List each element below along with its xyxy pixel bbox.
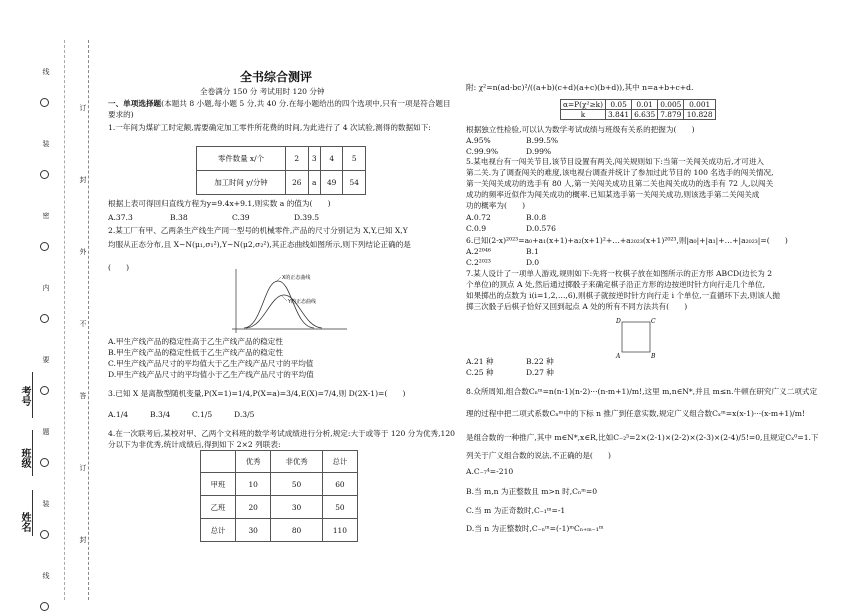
binding-label: 不 <box>79 320 87 327</box>
q1-option: A.37.3 <box>108 213 133 222</box>
vertex-b: B <box>651 353 656 360</box>
critical-value-cell: 3.841 <box>606 110 632 120</box>
binding-hole-icon <box>40 386 49 395</box>
critical-value-cell: 7.879 <box>658 110 684 120</box>
q3-options <box>108 409 308 420</box>
vertex-a: A <box>616 353 621 360</box>
q1-table-cell: 3 <box>308 147 320 171</box>
binding-label: 装 <box>42 140 50 147</box>
q1-table-cell: 49 <box>320 171 343 195</box>
chi-square-formula: 附: χ²=n(ad-bc)²/((a+b)(c+d)(a+c)(b+d)),其中 n=a+b+c+d. <box>466 83 694 92</box>
exam-number-field-label: 考号 <box>19 386 30 406</box>
q3-option: C.1/5 <box>192 410 213 419</box>
binding-line <box>88 40 89 600</box>
q3-option: B.3/4 <box>150 410 171 419</box>
q3-option: D.3/5 <box>234 410 255 419</box>
q7-text <box>466 268 780 312</box>
contingency-cell: 60 <box>322 473 357 496</box>
contingency-header: 优秀 <box>236 451 271 473</box>
q1-text: 1.一年间为煤矿工时定额,需要确定加工零件所花费的时间,为此进行了 4 次试验,测得的数据如下: <box>108 123 431 132</box>
q7-option: A.21 种 <box>466 357 494 366</box>
q1-table-cell: 26 <box>286 171 309 195</box>
critical-value-cell: 6.635 <box>632 110 658 120</box>
section-description: (本题共 8 小题,每小题 5 分,共 40 分.在每小题给出的四个选项中,只有一项是符合题目要求的) <box>108 99 451 119</box>
contingency-cell: 30 <box>271 496 323 519</box>
binding-label: 线 <box>42 68 50 75</box>
q7-line: 个单位)的顶点 A 处,然后通过掷骰子来确定棋子沿正方形的边按逆时针方向行走几个单位, <box>466 280 766 289</box>
binding-label: 外 <box>79 248 87 255</box>
q2-text-line2: 均服从正态分布,且 X~N(μ₁,σ₁²),Y~N(μ2,σ₂²),其正态曲线如图所示,则下列结论正确的是 <box>108 240 411 249</box>
q8-option-c: C.当 m 为正奇数时,C₋₁ᵐ=-1 <box>466 506 566 515</box>
q8-line4: 列关于广义组合数的说法,不正确的是( ) <box>466 451 612 460</box>
contingency-header: 非优秀 <box>271 451 323 473</box>
class-blank <box>32 430 33 476</box>
q1-table-cell: 4 <box>320 147 343 171</box>
fold-line <box>64 40 65 600</box>
q1-table <box>196 146 366 195</box>
q1-table-cell: 2 <box>286 147 309 171</box>
contingency-cell: 甲班 <box>201 473 236 496</box>
q8-option-a: A.C₋₇⁴=-210 <box>466 467 514 476</box>
q7-option: D.27 种 <box>526 368 554 377</box>
binding-hole-icon <box>40 314 49 323</box>
q1-option: D.39.5 <box>294 213 320 222</box>
q2-option-b: B.甲生产线产品的稳定性低于乙生产线产品的稳定性 <box>108 348 284 357</box>
binding-label: 题 <box>42 428 50 435</box>
exam-number-blank <box>32 372 33 418</box>
contingency-cell: 50 <box>271 473 323 496</box>
section-heading <box>108 98 458 120</box>
exam-title: 全书综合测评 <box>240 70 313 84</box>
class-field-label: 班级 <box>19 448 30 468</box>
q5-options <box>466 212 606 234</box>
q1-table-cell: a <box>308 171 320 195</box>
normal-curves-figure <box>222 265 352 337</box>
q5-option: C.0.9 <box>466 224 487 233</box>
name-blank <box>32 490 33 536</box>
q8-line2: 理的过程中把二项式系数Cₙᵐ中的下标 n 推广到任意实数,规定广义组合数Cₓᵐ=x(x-1)···(x-m+1)/m! <box>466 409 805 418</box>
q1-table-cell: 54 <box>343 171 366 195</box>
q5-line: 成功的频率近似作为闯关成功的概率.已知某选手第一关闯关成功,则该选手第二关闯关成 <box>466 190 760 199</box>
q4-option: B.99.5% <box>526 136 559 145</box>
vertex-c: C <box>651 318 656 325</box>
q6-option: D.0 <box>526 258 540 267</box>
binding-label: 密 <box>42 212 50 219</box>
contingency-cell: 乙班 <box>201 496 236 519</box>
q6-option: C.2²⁰²³ <box>466 258 491 267</box>
x-curve-label: X的正态曲线 <box>282 275 311 281</box>
q2-paren: ( ) <box>108 263 130 272</box>
binding-label: 内 <box>42 284 50 291</box>
binding-label: 装 <box>42 500 50 507</box>
q6-option: A.2²⁰⁴⁶ <box>466 247 491 256</box>
q3-text: 3.已知 X 是离散型随机变量,P(X=1)=1/4,P(X=a)=3/4,E(X)=7/4,则 D(2X-1)=( ) <box>108 389 406 398</box>
binding-hole-icon <box>40 458 49 467</box>
q7-option: B.22 种 <box>526 357 554 366</box>
critical-value-cell: 0.001 <box>684 100 716 110</box>
q6-options <box>466 246 606 268</box>
q2-option-a: A.甲生产线产品的稳定性高于乙生产线产品的稳定性 <box>108 337 283 346</box>
critical-value-table <box>560 99 716 120</box>
critical-value-cell: 0.005 <box>658 100 684 110</box>
binding-label: 封 <box>79 536 87 543</box>
q8-line3: 是组合数的一种推广,其中 m∈N*,x∈R,比如C₋₂⁵=2×(2-1)×(2-2)×(2-3)×(2-4)/5!=0,且规定Cₓ⁰=1.下 <box>466 433 819 442</box>
q5-option: A.0.72 <box>466 213 491 222</box>
q1-option: C.39 <box>232 213 250 222</box>
binding-label: 订 <box>79 464 87 471</box>
y-curve-label: Y的正态曲线 <box>288 299 317 305</box>
contingency-cell: 20 <box>236 496 271 519</box>
q1-table-cell: 加工时间 y/分钟 <box>197 171 286 195</box>
q4-contingency-table <box>200 450 358 542</box>
section-title: 一、单项选择题 <box>108 99 162 108</box>
contingency-header <box>201 451 236 473</box>
contingency-cell: 10 <box>236 473 271 496</box>
q7-options <box>466 356 606 378</box>
q7-line: 7.某人设计了一项单人游戏,规则如下:先将一枚棋子放在如图所示的正方形 ABCD(边长为 2 <box>466 269 773 278</box>
contingency-cell: 50 <box>322 496 357 519</box>
q2-option-c: C.甲生产线产品尺寸的平均值大于乙生产线产品尺寸的平均值 <box>108 359 314 368</box>
critical-value-cell: 0.01 <box>632 100 658 110</box>
q2-option-d: D.甲生产线产品尺寸的平均值小于乙生产线产品尺寸的平均值 <box>108 370 314 379</box>
q4-text: 4.在一次联考后,某校对甲、乙两个文科班的数学考试成绩进行分析,规定:大于或等于 120 分为优秀,120 分以下为非优秀,统计成绩后,得到如下 2×2 列联表: <box>108 429 456 449</box>
contingency-cell: 总计 <box>201 519 236 542</box>
critical-value-cell: k <box>561 110 606 120</box>
binding-hole-icon <box>40 98 49 107</box>
q7-line: 如果掷出的点数为 i(i=1,2,…,6),则棋子就按逆时针方向行走 i 个单位,一直循环下去,则该人抛 <box>466 291 780 300</box>
q4-question: 根据独立性检验,可以认为数学考试成绩与班级有关系的把握为( ) <box>466 125 695 134</box>
q5-option: B.0.8 <box>526 213 547 222</box>
q8-option-d: D.当 n 为正整数时,C₋ₙᵐ=(-1)ᵐCₙ₊ₘ₋₁ᵐ <box>466 524 604 533</box>
contingency-cell: 80 <box>271 519 323 542</box>
q5-line: 5.某电视台有一闯关节目,该节目设置有两关,闯关规则如下:当第一关闯关成功后,才可进入 <box>466 157 765 166</box>
name-field-label: 姓名 <box>19 512 30 532</box>
critical-value-cell: 10.828 <box>684 110 716 120</box>
q6-text: 6.已知(2-x)²⁰²³=a₀+a₁(x+1)+a₂(x+1)²+…+a₂₀₂₃(x+1)²⁰²³,则|a₀|+|a₁|+…+|a₂₀₂₃|=( ) <box>466 236 788 245</box>
q4-option: C.99.9% <box>466 147 499 156</box>
q8-option-b: B.当 m,n 为正整数且 m>n 时,Cₙᵐ=0 <box>466 487 598 496</box>
exam-subtitle: 全卷满分 150 分 考试用时 120 分钟 <box>200 87 325 96</box>
q5-line: 第一关闯关成功的选手有 80 人,第一关闯关成功且第二关也闯关成功的选手有 72 人,以闯关 <box>466 179 774 188</box>
binding-hole-icon <box>40 170 49 179</box>
q5-line: 功的概率为( ) <box>466 201 526 210</box>
critical-value-cell: α=P(χ²≥k) <box>561 100 606 110</box>
binding-hole-icon <box>40 530 49 539</box>
square-abcd-figure <box>612 314 658 360</box>
q7-option: C.25 种 <box>466 368 494 377</box>
binding-hole-icon <box>40 242 49 251</box>
binding-label: 答 <box>79 392 87 399</box>
binding-margin <box>0 0 100 608</box>
q1-table-cell: 5 <box>343 147 366 171</box>
contingency-cell: 110 <box>322 519 357 542</box>
contingency-cell: 30 <box>236 519 271 542</box>
q1-options <box>108 212 408 223</box>
q3-option: A.1/4 <box>108 410 129 419</box>
binding-label: 封 <box>79 176 87 183</box>
binding-label: 线 <box>42 572 50 579</box>
binding-label: 要 <box>42 356 50 363</box>
q6-option: B.1 <box>526 247 539 256</box>
q4-option: A.95% <box>466 136 491 145</box>
q5-option: D.0.576 <box>526 224 556 233</box>
q1-table-cell: 零件数量 x/个 <box>197 147 286 171</box>
q5-text <box>466 156 774 211</box>
q7-line: 掷三次骰子后棋子恰好又回到起点 A 处的所有不同方法共有( ) <box>466 302 688 311</box>
q8-line1: 8.众所周知,组合数Cₙᵐ=n(n-1)(n-2)···(n-m+1)/m!,这里 m,n∈N*,并且 m≤n.牛顿在研究广义二项式定 <box>466 387 818 396</box>
q1-after: 根据上表可得回归直线方程为y=9.4x+9.1,则实数 a 的值为( ) <box>108 199 331 208</box>
q5-line: 第二关.为了调查闯关的难度,该电视台调查并统计了参加过此节目的 100 名选手的闯关情况, <box>466 168 774 177</box>
q4-options <box>466 135 606 157</box>
q1-option: B.38 <box>170 213 188 222</box>
binding-label: 订 <box>79 104 87 111</box>
contingency-header: 总计 <box>322 451 357 473</box>
q2-text-line1: 2.某工厂有甲、乙两条生产线生产同一型号的机械零件,产品的尺寸分别记为 X,Y,已知 X,Y <box>108 226 408 235</box>
vertex-d: D <box>616 318 621 325</box>
critical-value-cell: 0.05 <box>606 100 632 110</box>
q4-option: D.99% <box>526 147 552 156</box>
binding-hole-icon <box>40 602 49 611</box>
